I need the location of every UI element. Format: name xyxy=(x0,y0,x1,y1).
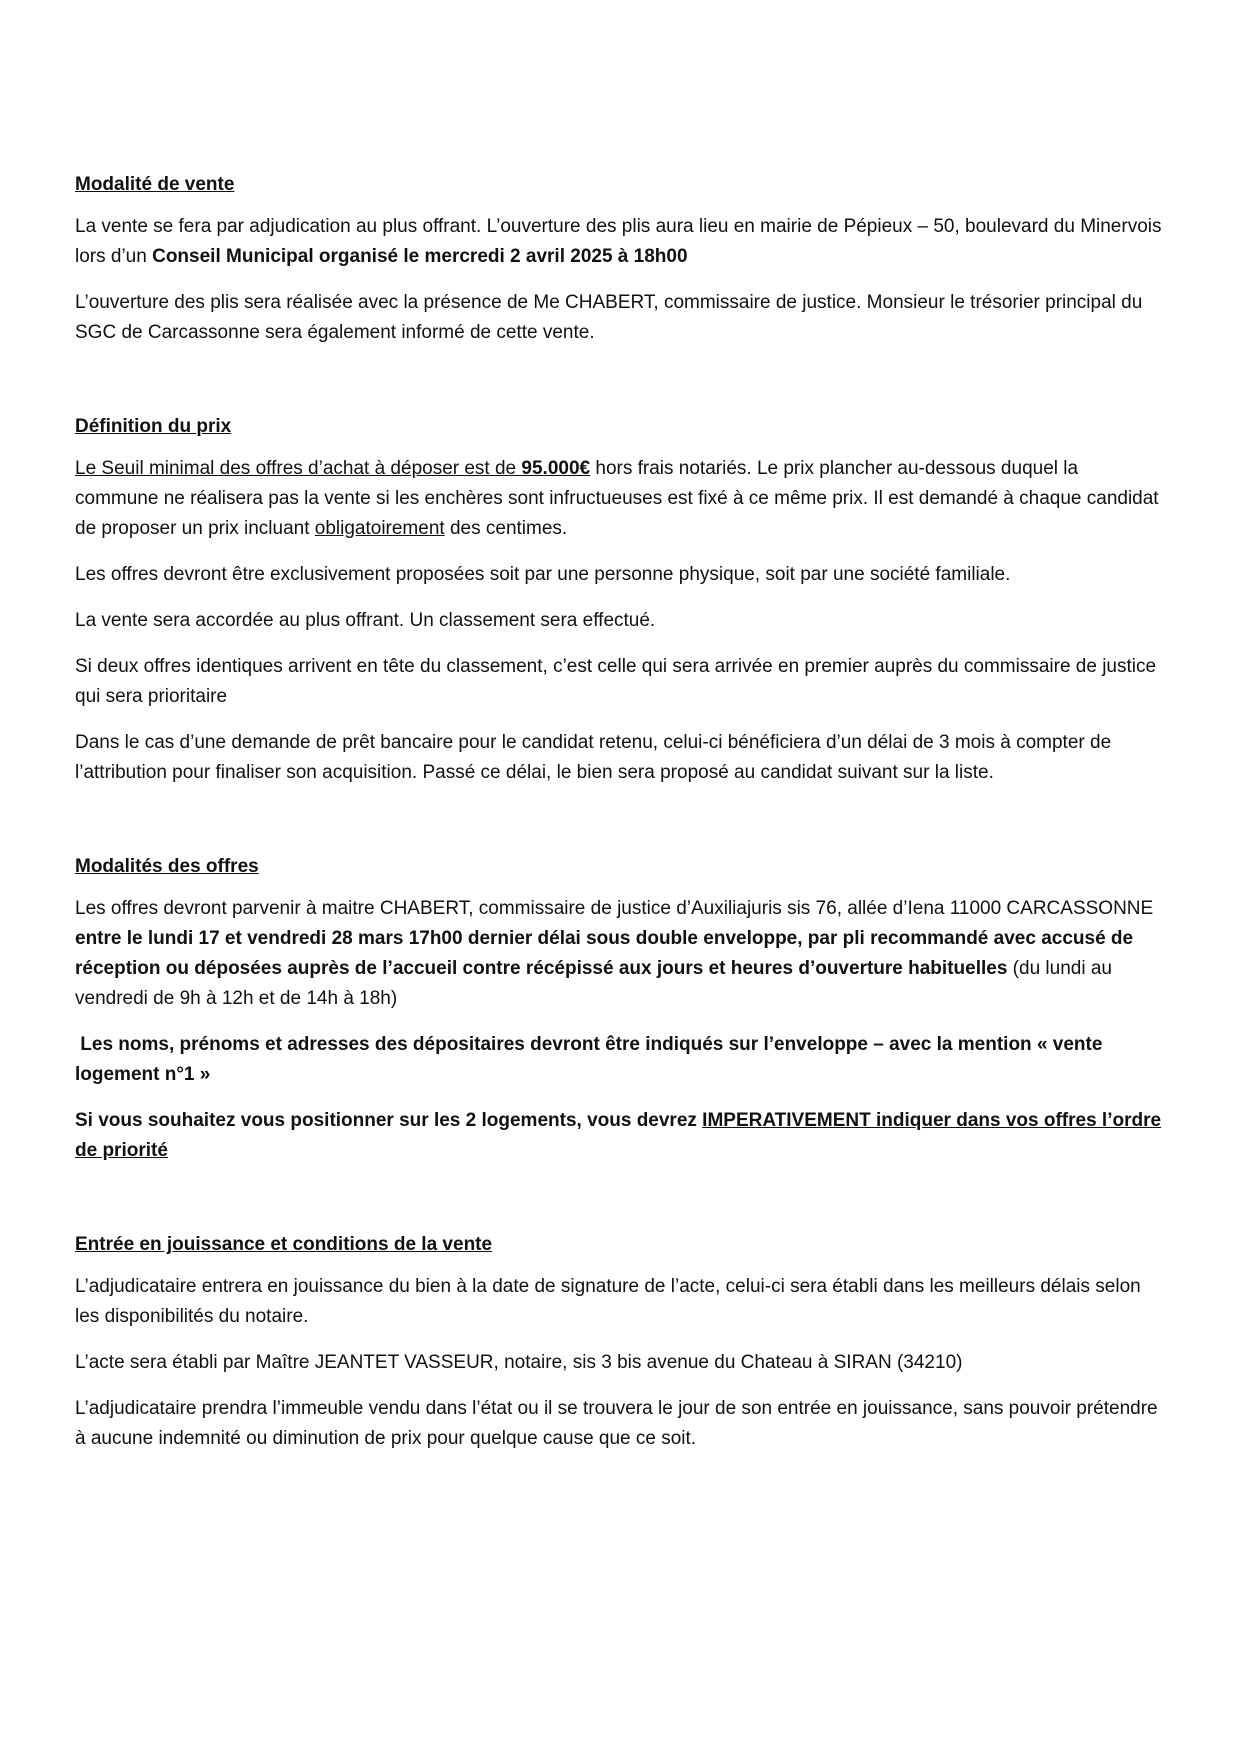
document-page xyxy=(75,170,1165,1470)
text-run-bold: 95.000€ xyxy=(521,458,591,479)
text-run: Le Seuil minimal des offres d’achat à déposer est de xyxy=(75,458,522,479)
section-entree-jouissance xyxy=(75,1230,1165,1454)
paragraph: L’ouverture des plis sera réalisée avec la présence de Me CHABERT, commissaire de justice. Monsieur le trésorier principal du SGC de Carcassonne sera également informé de cette vente. xyxy=(75,292,1143,343)
paragraph: Si deux offres identiques arrivent en tête du classement, c’est celle qui sera arrivée en premier auprès du commissaire de justice qui sera prioritaire xyxy=(75,656,1157,707)
text-run-underlined: obligatoirement xyxy=(314,518,445,539)
paragraph: Dans le cas d’une demande de prêt bancaire pour le candidat retenu, celui-ci bénéficiera d’un délai de 3 mois à compter de l’attribution pour finaliser son acquisition. Passé ce délai, le bien sera proposé au candidat suivant sur la liste. xyxy=(75,732,1112,783)
paragraph: La vente sera accordée au plus offrant. Un classement sera effectué. xyxy=(75,610,656,631)
paragraph: L’adjudicataire prendra l’immeuble vendu dans l’état ou il se trouvera le jour de son entrée en jouissance, sans pouvoir prétendre à aucune indemnité ou diminution de prix pour quelque cause que ce soit. xyxy=(75,1398,1158,1449)
spacer xyxy=(75,1182,1165,1230)
section-modalite-vente xyxy=(75,170,1165,348)
section-heading: Modalité de vente xyxy=(75,174,235,195)
text-run-underlined: IMPERATIVEMENT indiquer dans vos offres l’ordre de priorité xyxy=(75,1110,1162,1161)
text-run: hors frais notariés. Le prix plancher au-dessous duquel la commune ne réalisera pas la vente si les enchères sont infructueuses est fixé à ce même prix. Il est demandé à chaque candidat de proposer un prix incluant xyxy=(75,458,1159,539)
text-run-bold: entre le lundi 17 et vendredi 28 mars 17h00 dernier délai sous double enveloppe, par pli recommandé avec accusé de réception ou déposées auprès de l’accueil contre récépissé aux jours et heures d’ouverture habituelles xyxy=(75,928,1134,979)
spacer xyxy=(75,364,1165,412)
paragraph-bold xyxy=(75,1106,1165,1166)
section-heading: Définition du prix xyxy=(75,416,232,437)
paragraph: L’adjudicataire entrera en jouissance du bien à la date de signature de l’acte, celui-ci sera établi dans les meilleurs délais selon les disponibilités du notaire. xyxy=(75,1276,1141,1327)
text-run: Les offres devront parvenir à maitre CHABERT, commissaire de justice d’Auxiliajuris sis 76, allée d’Iena 11000 CARCASSONNE xyxy=(75,898,1154,919)
text-run: La vente se fera par adjudication au plus offrant. L’ouverture des plis aura lieu en mairie de Pépieux – 50, boulevard du Minervois lors d’un xyxy=(75,216,1162,267)
paragraph: L’acte sera établi par Maître JEANTET VASSEUR, notaire, sis 3 bis avenue du Chateau à SIRAN (34210) xyxy=(75,1352,963,1373)
paragraph-bold: Les noms, prénoms et adresses des dépositaires devront être indiqués sur l’enveloppe – avec la mention « vente logement n°1 » xyxy=(75,1034,1108,1085)
section-heading: Modalités des offres xyxy=(75,856,259,877)
text-run: Si vous souhaitez vous positionner sur les 2 logements, vous devrez xyxy=(75,1110,703,1131)
text-run: (du lundi au vendredi de 9h à 12h et de 14h à 18h) xyxy=(75,958,1112,1009)
spacer xyxy=(75,804,1165,852)
text-run-underlined xyxy=(75,458,590,479)
paragraph xyxy=(75,894,1165,1014)
paragraph xyxy=(75,212,1165,272)
paragraph xyxy=(75,454,1165,544)
paragraph: Les offres devront être exclusivement proposées soit par une personne physique, soit par une société familiale. xyxy=(75,564,1011,585)
text-run: des centimes. xyxy=(444,518,568,539)
section-modalites-offres xyxy=(75,852,1165,1166)
text-run-bold: Conseil Municipal organisé le mercredi 2 avril 2025 à 18h00 xyxy=(152,246,688,267)
section-definition-prix xyxy=(75,412,1165,788)
section-heading: Entrée en jouissance et conditions de la vente xyxy=(75,1234,493,1255)
